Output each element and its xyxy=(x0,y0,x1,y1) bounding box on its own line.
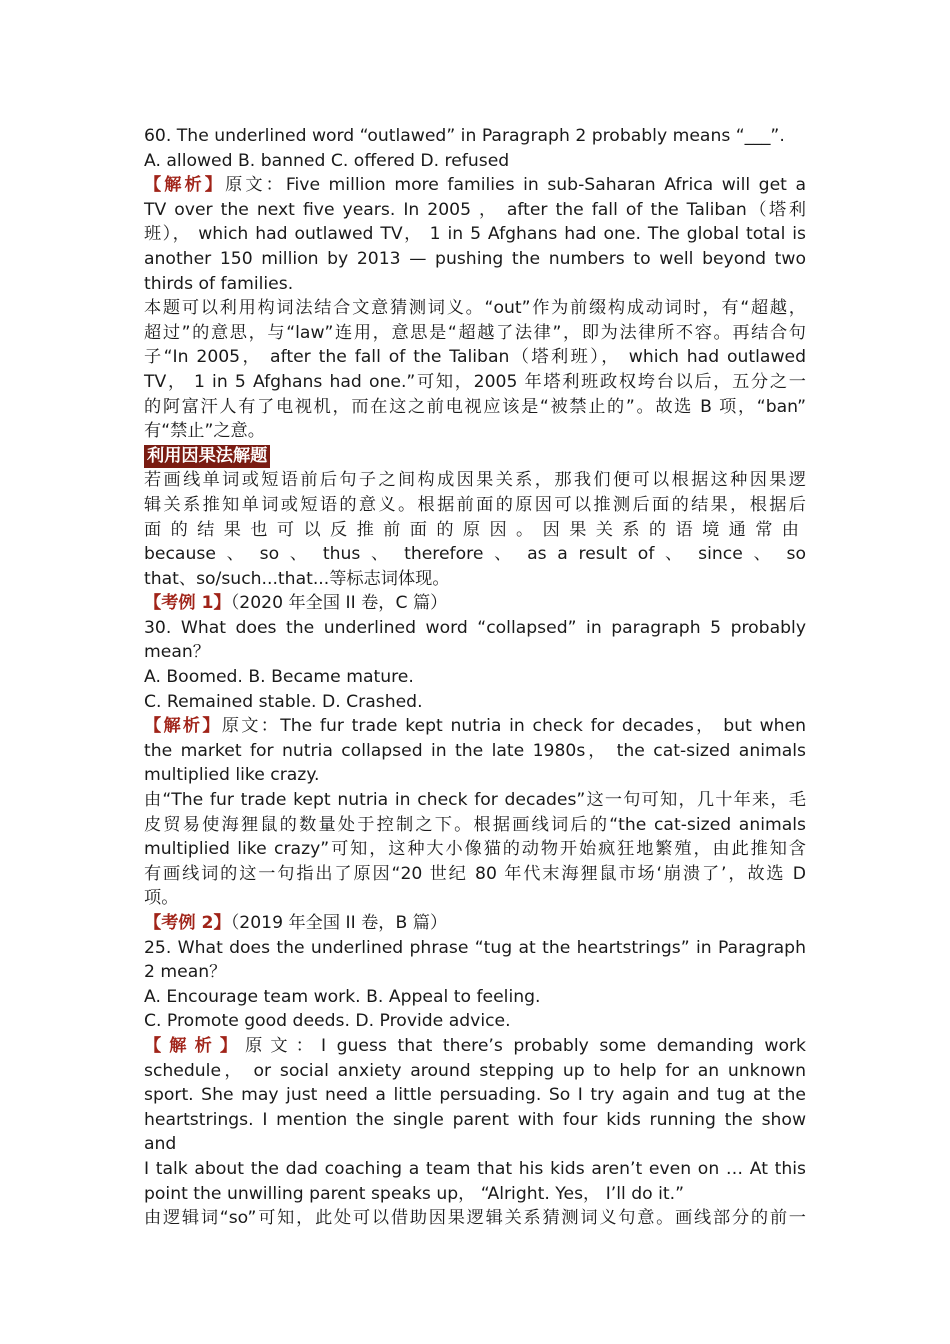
example1-passage-line: multiplied like crazy. xyxy=(144,765,320,786)
q60-analysis-line: TV， 1 in 5 Afghans had one.”可知，2005 年塔利班政权垮台以后，五分之一 xyxy=(144,371,806,392)
section-intro-line: 面的结果也可以反推前面的原因。因果关系的语境通常由 xyxy=(144,519,806,540)
example1-options-line: C. Remained stable. D. Crashed. xyxy=(144,691,423,712)
yuanwen-label: 原文： xyxy=(221,716,281,737)
example1-header xyxy=(144,591,806,616)
document-body xyxy=(144,124,806,1231)
example2-passage-line: heartstrings. I mention the single parent with four kids running the show and xyxy=(144,1109,806,1155)
example1-analysis-line: 皮贸易使海狸鼠的数量处于控制之下。根据画线词后的“the cat-sized animals xyxy=(144,814,806,835)
example-source: （2020 年全国 II 卷，C 篇） xyxy=(230,593,448,614)
passage-text: The fur trade kept nutria in check for decades， but when xyxy=(280,716,806,737)
example1-passage-line: the market for nutria collapsed in the late 1980s， the cat-sized animals xyxy=(144,740,806,761)
passage-text: Five million more families in sub-Saharan Africa will get a xyxy=(285,175,806,196)
q60-analysis-line: 超过”的意思，与“law”连用，意思是“超越了法律”，即为法律所不容。再结合句 xyxy=(144,322,806,343)
example1-analysis-line: 项。 xyxy=(144,888,179,909)
jiexi-label: 【解析】 xyxy=(144,1035,246,1056)
example2-passage-line: point the unwilling parent speaks up， “Alright. Yes， I’ll do it.” xyxy=(144,1183,685,1204)
example2-passage-line: schedule， or social anxiety around stepping up to help for an unknown xyxy=(144,1060,806,1081)
jiexi-label: 【解析】 xyxy=(144,716,222,737)
example1-options-line: A. Boomed. B. Became mature. xyxy=(144,667,414,688)
example2-analysis-line: 由逻辑词“so”可知，此处可以借助因果逻辑关系猜测词义句意。画线部分的前一 xyxy=(144,1208,806,1229)
section-intro-line: 辑关系推知单词或短语的意义。根据前面的原因可以推测后面的结果，根据后 xyxy=(144,494,806,515)
section-intro-line: 若画线单词或短语前后句子之间构成因果关系，那我们便可以根据这种因果逻 xyxy=(144,470,806,491)
example2-question-line: 25. What does the underlined phrase “tug at the heartstrings” in Paragraph xyxy=(144,937,806,958)
example2-options-line: C. Promote good deeds. D. Provide advice. xyxy=(144,1011,511,1032)
q60-analysis-line: 本题可以利用构词法结合文意猜测词义。“out”作为前缀构成动词时，有“超越， xyxy=(144,298,806,319)
example2-passage-line xyxy=(144,1034,806,1059)
section-title-banner: 利用因果法解题 xyxy=(144,445,270,468)
q60-passage-line xyxy=(144,173,806,198)
example1-analysis-line: 有画线词的这一句指出了原因“20 世纪 80 年代末海狸鼠市场‘崩溃了’，故选 D xyxy=(144,863,806,884)
q60-passage-line: another 150 million by 2013 — pushing the numbers to well beyond two xyxy=(144,248,806,269)
example-label: 【考例 1】 xyxy=(144,593,231,614)
example2-passage-line: sport. She may just need a little persuading. So I try again and tug at the xyxy=(144,1085,806,1106)
example2-question-line: 2 mean？ xyxy=(144,962,227,983)
yuanwen-label: 原文： xyxy=(225,175,286,196)
q60-passage-line: 班）， which had outlawed TV， 1 in 5 Afghans had one. The global total is xyxy=(144,224,806,245)
example1-passage-line xyxy=(144,714,806,739)
example2-passage-line: I talk about the dad coaching a team that his kids aren’t even on … At this xyxy=(144,1158,806,1179)
passage-text: I guess that there’s probably some demanding work xyxy=(321,1035,806,1056)
q60-passage-line: thirds of families. xyxy=(144,273,294,294)
example2-header xyxy=(144,911,806,936)
example1-question-line: mean？ xyxy=(144,642,210,663)
example-label: 【考例 2】 xyxy=(144,913,231,933)
example-source: （2019 年全国 II 卷，B 篇） xyxy=(230,913,448,933)
example1-analysis-line: 由“The fur trade kept nutria in check for decades”这一句可知，几十年来，毛 xyxy=(144,790,806,811)
section-intro-line: because 、 so 、 thus 、 therefore 、 as a result of 、 since 、 so xyxy=(144,544,806,565)
q60-passage-line: TV over the next five years. In 2005 ， after the fall of the Taliban（塔利 xyxy=(144,199,806,220)
q60-analysis-line: 有“禁止”之意。 xyxy=(144,421,265,442)
example1-question-line: 30. What does the underlined word “collapsed” in paragraph 5 probably xyxy=(144,617,806,638)
example1-analysis-line: multiplied like crazy”可知，这种大小像猫的动物开始疯狂地繁殖，由此推知含 xyxy=(144,839,806,860)
yuanwen-label: 原文： xyxy=(245,1035,321,1056)
q60-options: A. allowed B. banned C. offered D. refused xyxy=(144,150,510,171)
example2-options-line: A. Encourage team work. B. Appeal to feeling. xyxy=(144,986,541,1007)
q60-analysis-line: 子“In 2005， after the fall of the Taliban（塔利班）， which had outlawed xyxy=(144,347,806,368)
q60-question: 60. The underlined word “outlawed” in Paragraph 2 probably means “___”. xyxy=(144,126,785,146)
q60-analysis-line: 的阿富汗人有了电视机，而在这之前电视应该是“被禁止的”。故选 B 项，“ban” xyxy=(144,396,806,417)
jiexi-label: 【解析】 xyxy=(144,175,226,196)
section-intro-line: that、so/such...that...等标志词体现。 xyxy=(144,568,450,589)
